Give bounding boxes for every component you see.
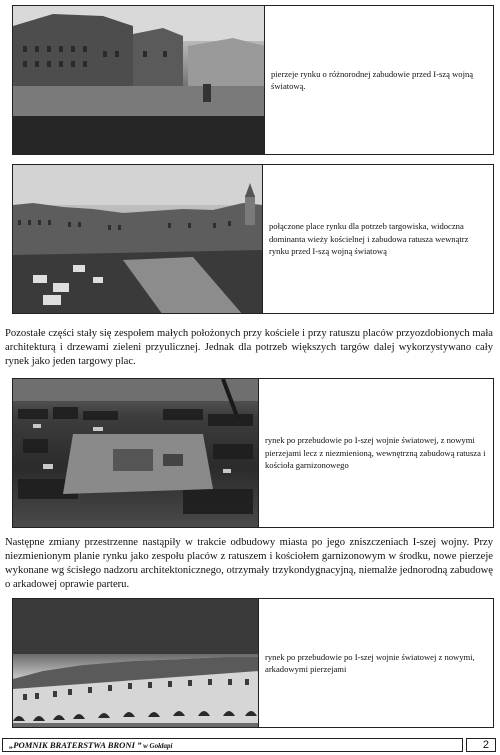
body-paragraph-1: Pozostałe części stały się zespołem małych położonych przy kościele i przy ratuszu placów przyozdobionych mała architekturą i drzewami zieleni przyulicznej. Jednak dla potrzeb większych targów dalej wykorzystywano cały rynek jako jeden targowy plac.	[5, 328, 493, 368]
photo-panel-2	[12, 164, 494, 314]
photo-caption	[259, 379, 493, 527]
caption-text: rynek po przebudowie po I-szej wojnie światowej z nowymi, arkadowymi pierzejami	[265, 651, 475, 674]
photo-caption	[265, 6, 493, 154]
footer-title	[2, 738, 463, 752]
page-number: 2	[466, 738, 496, 752]
footer-place-text: w Gołdapi	[141, 742, 173, 750]
caption-text: rynek po przebudowie po I-szej wojnie światowej, z nowymi pierzejami lecz z niezmienioną, wewnętrzną zabudową ratusza i kościoła garnizonowego	[265, 435, 486, 471]
historic-photo-market-facades	[13, 6, 265, 154]
photo-panel-1	[12, 5, 494, 155]
photo-arcade-facades	[13, 599, 259, 727]
photo-caption	[259, 599, 493, 727]
photo-caption	[263, 165, 493, 313]
caption-text: pierzeje rynku o różnorodnej zabudowie przed I-szą wojną światową.	[271, 68, 474, 91]
historic-photo-market-square	[13, 165, 263, 313]
aerial-photo-market-after-rebuild	[13, 379, 259, 527]
caption-text: połączone place rynku dla potrzeb targowiska, widoczna dominanta wieży kościelnej i zabudowa ratusza wewnątrz rynku przed I-szą wojną światową	[269, 221, 469, 257]
photo-panel-3	[12, 378, 494, 528]
footer-title-text: „POMNIK BRATERSTWA BRONI ”	[9, 740, 142, 750]
body-paragraph-2: Następne zmiany przestrzenne nastąpiły w trakcie odbudowy miasta po jego zniszczeniach I-szej wojny. Przy niezmienionym planie rynku jako zespołu placów z ratuszem i kościołem garnizonowym w środku, nowe pierzeje wykonane wg ścisłego nadzoru architektonicznego, otrzymały trzykondygnacyjną, niemalże jednorodną zabudowę o arkadowej oprawie parteru.	[5, 537, 493, 591]
photo-panel-4	[12, 598, 494, 728]
